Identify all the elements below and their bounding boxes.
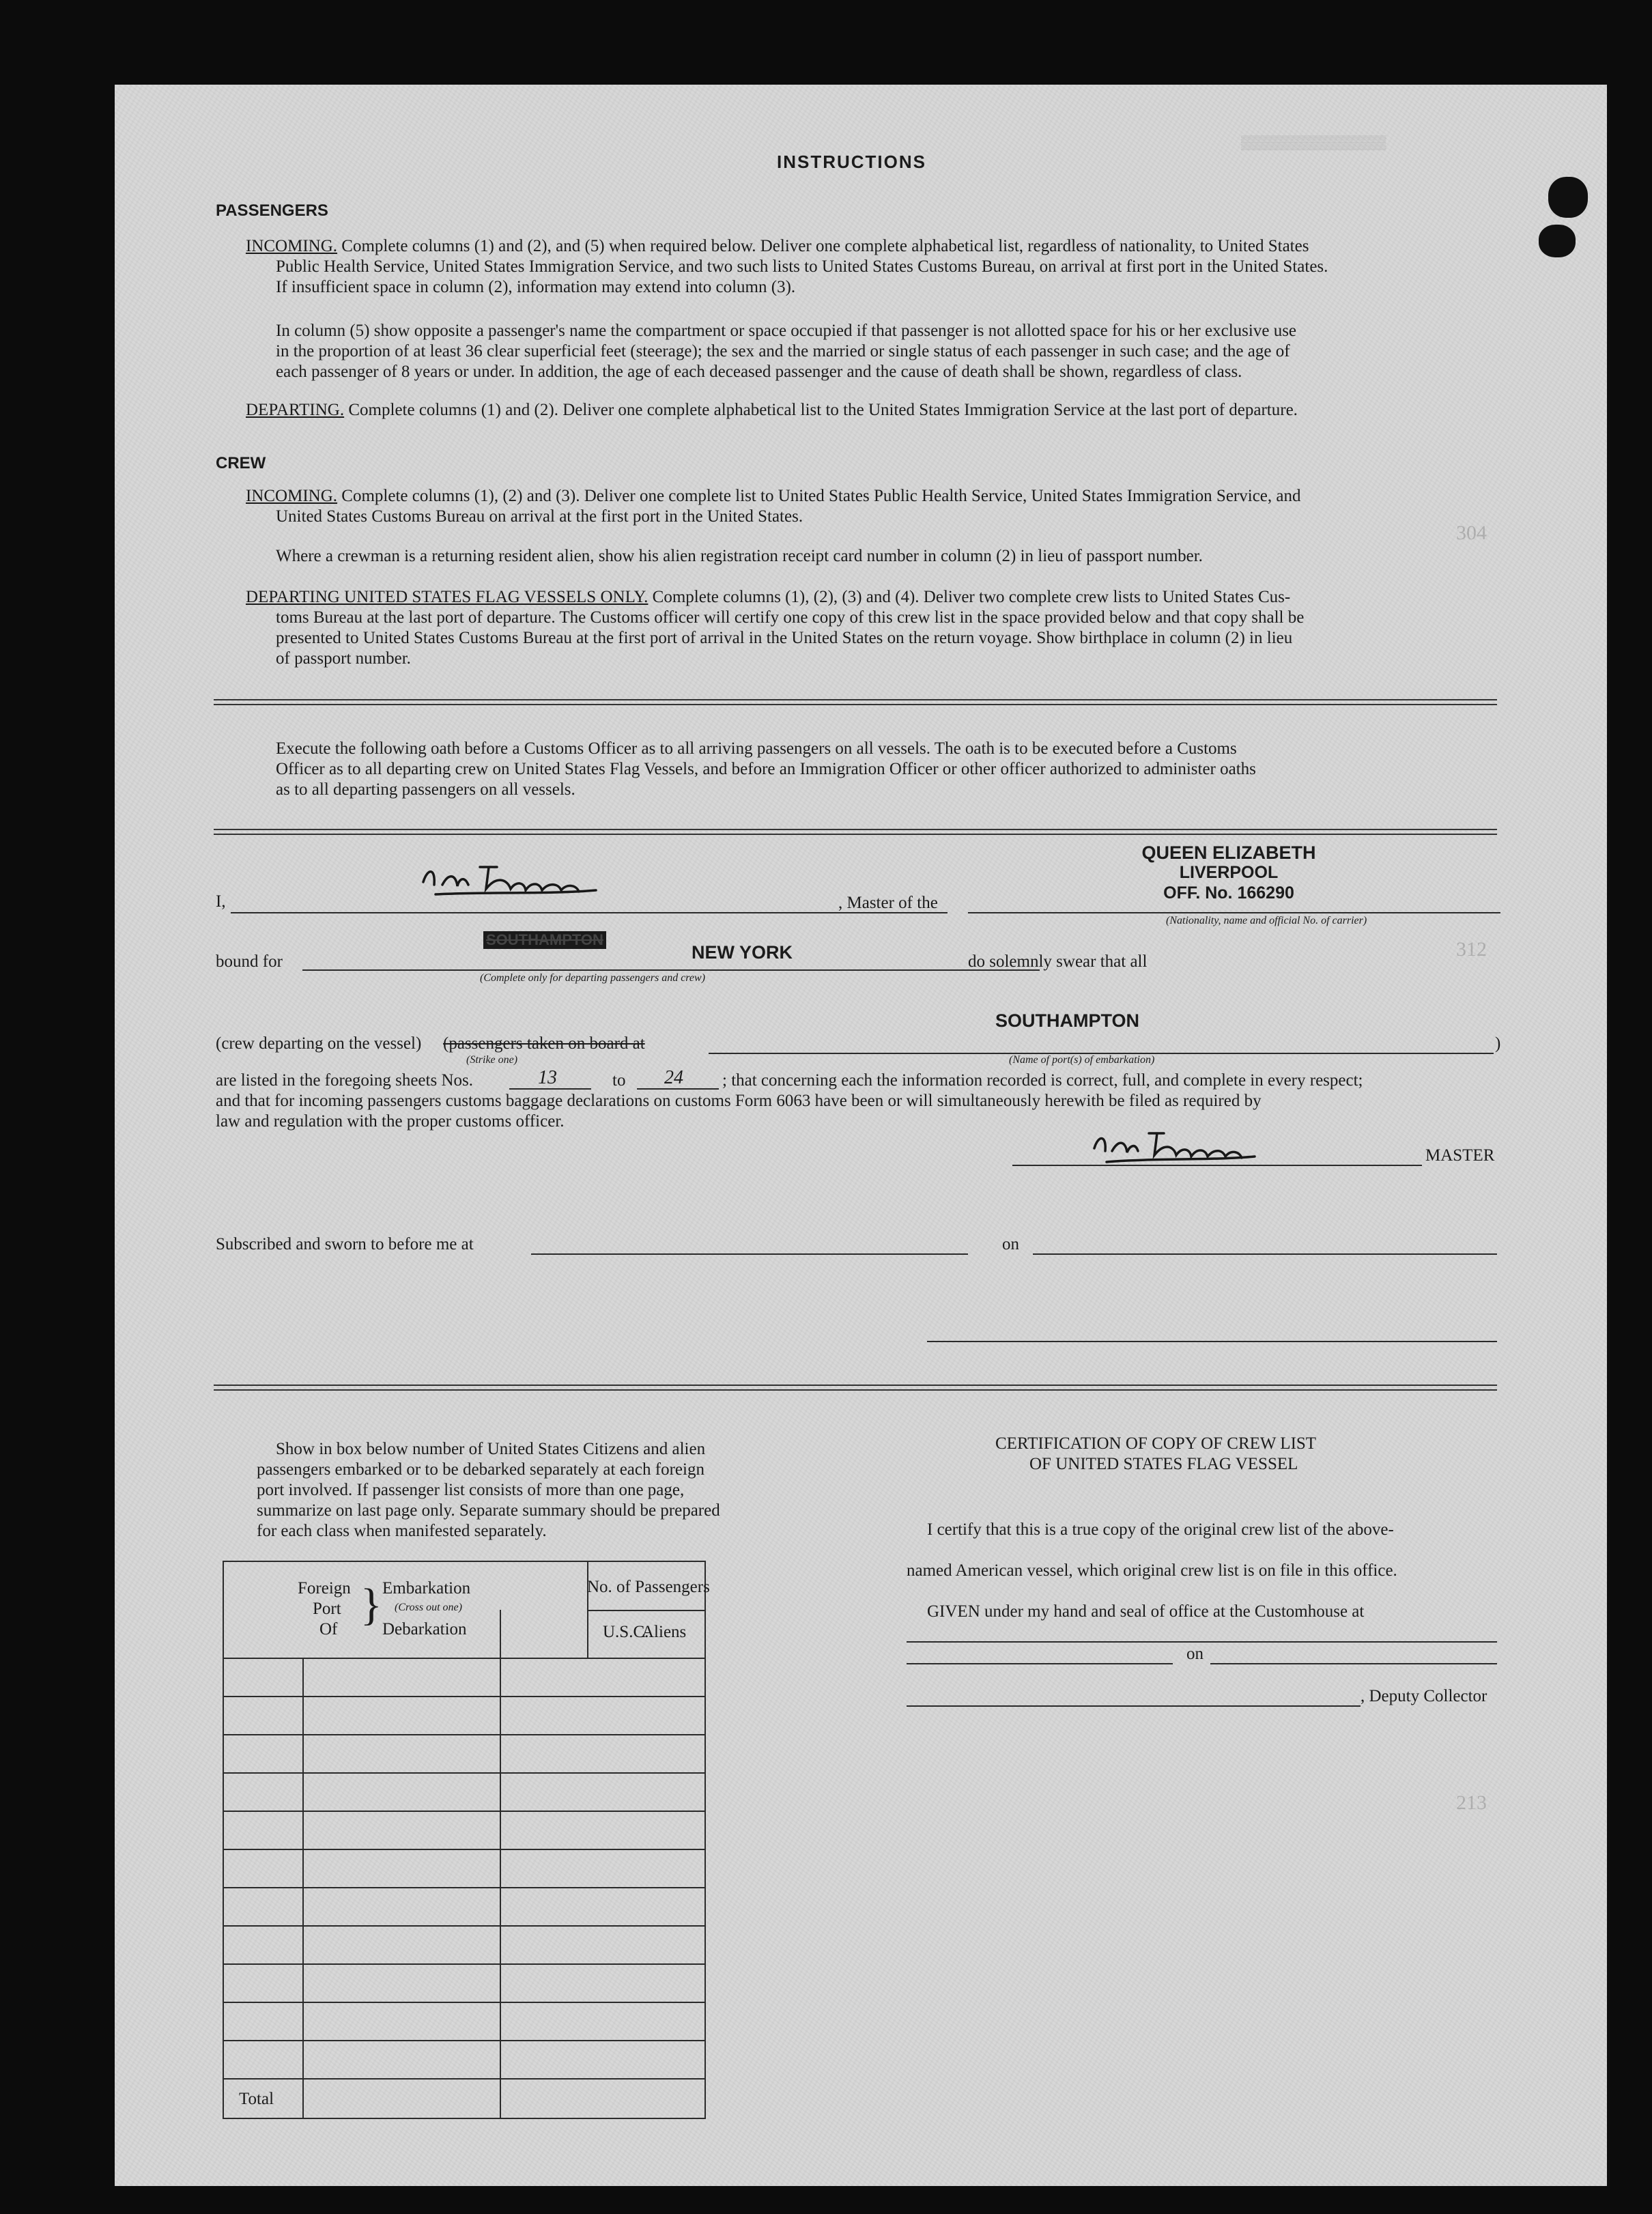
crew-departing-line-3: presented to United States Customs Bureau at the first port of arrival in the United States on the return voyage. Show birthplace in column (2) in lieu — [276, 629, 1293, 647]
bound-for-line — [302, 969, 1040, 971]
table-row — [224, 1696, 704, 1697]
table-row — [224, 2040, 704, 2041]
bleed-through-numbers-2: 312 — [1456, 938, 1487, 961]
crew-departing-label: (crew departing on the vessel) — [216, 1034, 422, 1053]
bleed-through-numbers-3: 213 — [1456, 1791, 1487, 1814]
vessel-caption: (Nationality, name and official No. of carrier) — [1166, 915, 1367, 926]
col-debarkation: Debarkation — [382, 1620, 467, 1638]
crew-heading: CREW — [216, 454, 266, 472]
col-port: Port — [313, 1600, 341, 1618]
table-row — [224, 2002, 704, 2003]
header-bottom-line — [224, 1658, 704, 1659]
passengers-taken-struck: (passengers taken on board at — [443, 1034, 645, 1053]
passenger-summary-box — [223, 1561, 710, 2119]
crew-incoming-line-2: United States Customs Bureau on arrival at the first port in the United States. — [276, 507, 803, 526]
master-of-label: , Master of the — [838, 894, 938, 912]
summary-intro-line-5: for each class when manifested separately. — [257, 1522, 547, 1540]
bleed-through-numbers: 304 — [1456, 522, 1487, 544]
certification-date-line-right — [1210, 1663, 1497, 1664]
law-line: law and regulation with the proper customs officer. — [216, 1112, 565, 1131]
bound-caption: (Complete only for departing passengers and crew) — [480, 972, 706, 984]
section-divider — [214, 829, 1497, 835]
table-row — [224, 2078, 704, 2080]
officer-signature-line — [927, 1341, 1497, 1342]
bleed-through-header: ▒▒▒▒▒▒▒▒▒▒▒▒▒▒▒ — [1241, 135, 1386, 150]
deputy-collector-line — [907, 1705, 1361, 1707]
passengers-departing-label: DEPARTING. — [246, 401, 345, 419]
crew-departing-line-1: DEPARTING UNITED STATES FLAG VESSELS ONLY. Complete columns (1), (2), (3) and (4). Deliver two complete crew lists to United States Cus- — [246, 588, 1291, 606]
close-paren: ) — [1495, 1034, 1501, 1053]
certification-heading-2: OF UNITED STATES FLAG VESSEL — [1029, 1455, 1298, 1473]
column5-line-1: In column (5) show opposite a passenger's name the compartment or space occupied if that passenger is not allotted space for his or her exclusive use — [276, 322, 1297, 340]
col-aliens: Aliens — [642, 1623, 687, 1641]
swear-label: do solemnly swear that all — [968, 952, 1148, 971]
table-row — [224, 1963, 704, 1965]
brace: } — [360, 1580, 382, 1630]
baggage-line: and that for incoming passengers customs baggage declarations on customs Form 6063 have been or will simultaneously herewith be filed as required by — [216, 1092, 1262, 1110]
vessel-official-number: OFF. No. 166290 — [1163, 883, 1294, 903]
sheet-from: 13 — [538, 1067, 557, 1088]
subscribed-on-label: on — [1002, 1235, 1019, 1253]
embarkation-port: SOUTHAMPTON — [995, 1010, 1140, 1031]
passengers-incoming-line-2: Public Health Service, United States Immigration Service, and two such lists to United States Customs Bureau, on arrival at first port in the United States. — [276, 257, 1328, 276]
col-cross-out: (Cross out one) — [395, 1602, 462, 1613]
subscribed-place-line — [531, 1253, 968, 1255]
oath-i-label: I, — [216, 892, 226, 911]
table-row — [224, 1734, 704, 1735]
ink-blot — [1539, 225, 1576, 257]
section-divider — [214, 1385, 1497, 1391]
col-foreign: Foreign — [298, 1579, 351, 1598]
summary-intro-line-2: passengers embarked or to be debarked separately at each foreign — [257, 1460, 704, 1479]
sheet-to: 24 — [664, 1067, 683, 1088]
bound-for-struck: SOUTHAMPTON — [483, 931, 606, 949]
vessel-line — [968, 912, 1500, 913]
to-label: to — [612, 1071, 626, 1090]
listed-rest: ; that concerning each the information recorded is correct, full, and complete in every respect; — [722, 1071, 1363, 1090]
crew-departing-label: DEPARTING UNITED STATES FLAG VESSELS ONLY. — [246, 588, 649, 606]
customhouse-line — [907, 1641, 1497, 1643]
crew-departing-line-2: toms Bureau at the last port of departure. The Customs officer will certify one copy of this crew list in the space provided below and that copy shall be — [276, 608, 1305, 627]
table-row — [224, 1849, 704, 1850]
table-row — [224, 1887, 704, 1888]
passengers-departing-line: DEPARTING. Complete columns (1) and (2). Deliver one complete alphabetical list to the United States Immigration Service at the last port of departure. — [246, 401, 1298, 419]
bound-for-label: bound for — [216, 952, 283, 971]
summary-intro-line-4: summarize on last page only. Separate summary should be prepared — [257, 1501, 720, 1520]
section-divider — [214, 699, 1497, 705]
col-usc: U.S.C. — [603, 1623, 649, 1641]
crew-list-instructions-page — [115, 85, 1607, 2186]
master-signature-line — [1012, 1165, 1422, 1166]
passengers-incoming-label: INCOMING. — [246, 237, 338, 255]
passengers-incoming-line-3: If insufficient space in column (2), information may extend into column (3). — [276, 278, 796, 296]
certification-date-line-left — [907, 1663, 1173, 1664]
crew-incoming-line-1: INCOMING. Complete columns (1), (2) and (3). Deliver one complete list to United States Public Health Service, United States Immigration Service, and — [246, 487, 1301, 505]
subscribed-date-line — [1033, 1253, 1497, 1255]
certification-line-2: named American vessel, which original crew list is on file in this office. — [907, 1561, 1397, 1580]
strike-one-caption: (Strike one) — [466, 1054, 518, 1066]
passengers-incoming-line-1: INCOMING. Complete columns (1) and (2), and (5) when required below. Deliver one complete alphabetical list, regardless of nationality, to United States — [246, 237, 1309, 255]
certification-line-1: I certify that this is a true copy of the original crew list of the above- — [927, 1520, 1394, 1539]
table-row — [224, 1811, 704, 1812]
subscribed-label: Subscribed and sworn to before me at — [216, 1235, 474, 1253]
master-label: MASTER — [1425, 1146, 1495, 1165]
crew-resident-line: Where a crewman is a returning resident alien, show his alien registration receipt card number in column (2) in lieu of passport number. — [276, 547, 1203, 565]
col-passengers: No. of Passengers — [587, 1578, 710, 1596]
col-of: Of — [319, 1620, 338, 1638]
summary-intro-line-1: Show in box below number of United States Citizens and alien — [276, 1440, 706, 1458]
given-line: GIVEN under my hand and seal of office at the Customhouse at — [927, 1602, 1365, 1621]
passengers-subheader-line — [587, 1610, 704, 1611]
certification-heading-1: CERTIFICATION OF COPY OF CREW LIST — [995, 1434, 1317, 1453]
oath-intro-line-3: as to all departing passengers on all vessels. — [276, 780, 575, 799]
usc-divider — [500, 1610, 501, 2118]
certification-on-label: on — [1186, 1645, 1204, 1663]
bound-for-destination: NEW YORK — [692, 942, 793, 963]
master-signature-2 — [1087, 1122, 1265, 1167]
table-row — [224, 1772, 704, 1774]
col-embarkation: Embarkation — [382, 1579, 471, 1598]
oath-intro-line-2: Officer as to all departing crew on United States Flag Vessels, and before an Immigration Officer or other officer authorized to administer oaths — [276, 760, 1256, 778]
embarkation-caption: (Name of port(s) of embarkation) — [1009, 1054, 1155, 1066]
column5-line-3: each passenger of 8 years or under. In addition, the age of each deceased passenger and the cause of death shall be shown, regardless of class. — [276, 363, 1242, 381]
table-row — [224, 1925, 704, 1927]
oath-intro-line-1: Execute the following oath before a Customs Officer as to all arriving passengers on all vessels. The oath is to be executed before a Customs — [276, 739, 1237, 758]
crew-departing-line-4: of passport number. — [276, 649, 411, 668]
master-signature — [415, 855, 613, 903]
deputy-collector-label: , Deputy Collector — [1361, 1687, 1487, 1705]
vessel-port: LIVERPOOL — [1179, 863, 1279, 882]
sheet-to-line — [637, 1088, 719, 1090]
sheet-from-line — [509, 1088, 591, 1090]
crew-incoming-label: INCOMING. — [246, 487, 338, 505]
page-title: INSTRUCTIONS — [777, 152, 926, 172]
passengers-heading: PASSENGERS — [216, 201, 328, 220]
column5-line-2: in the proportion of at least 36 clear superficial feet (steerage); the sex and the married or single status of each passenger in such case; and the age of — [276, 342, 1290, 360]
ink-blot — [1548, 177, 1588, 218]
vessel-name: QUEEN ELIZABETH — [1141, 842, 1316, 863]
total-label: Total — [239, 2090, 274, 2108]
listed-label: are listed in the foregoing sheets Nos. — [216, 1071, 473, 1090]
summary-intro-line-3: port involved. If passenger list consists of more than one page, — [257, 1481, 685, 1499]
